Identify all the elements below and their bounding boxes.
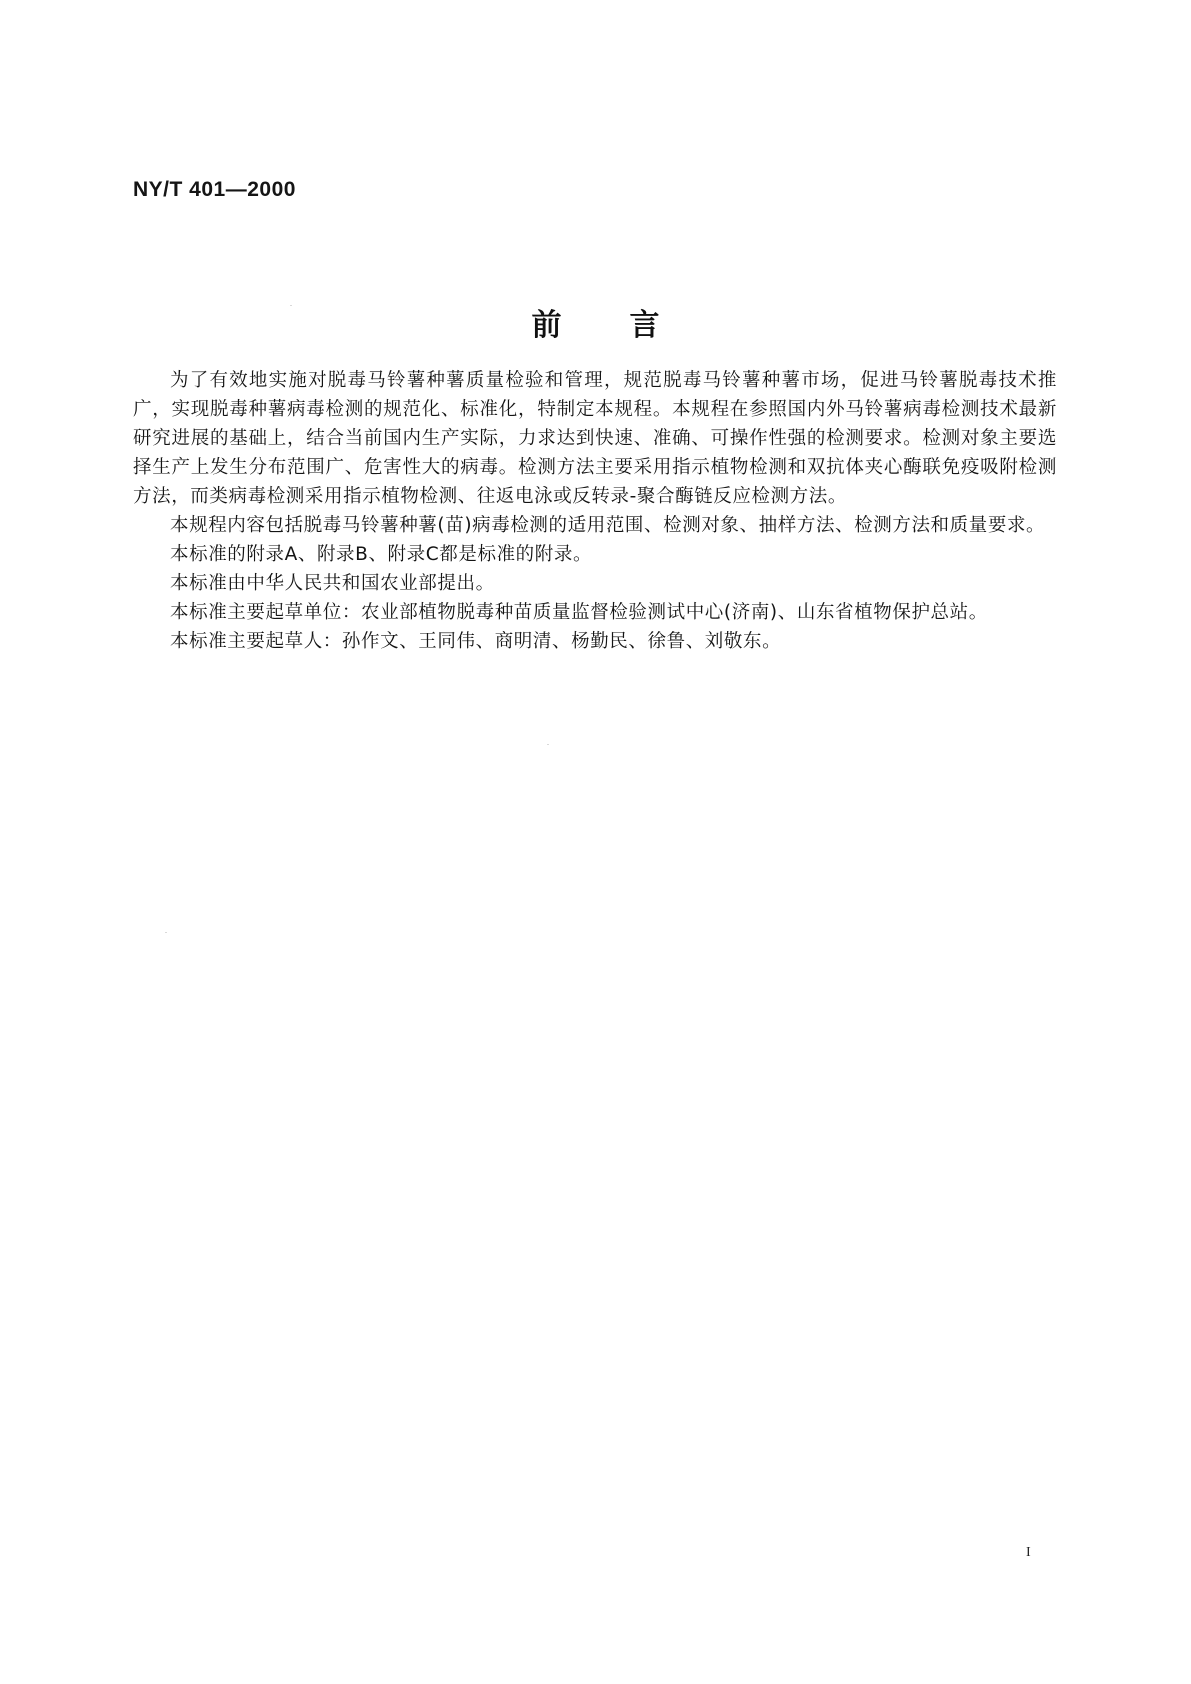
page-number: I [1026, 1545, 1031, 1560]
paragraph-purpose: 为了有效地实施对脱毒马铃薯种薯质量检验和管理，规范脱毒马铃薯种薯市场，促进马铃薯脱毒技术推广，实现脱毒种薯病毒检测的规范化、标准化，特制定本规程。本规程在参照国内外马铃薯病毒检测技术最新研究进展的基础上，结合当前国内生产实际，力求达到快速、准确、可操作性强的检测要求。检测对象主要选择生产上发生分布范围广、危害性大的病毒。检测方法主要采用指示植物检测和双抗体夹心酶联免疫吸附检测方法，而类病毒检测采用指示植物检测、往返电泳或反转录-聚合酶链反应检测方法。 [133, 370, 1057, 507]
scan-speck [547, 744, 549, 745]
scan-speck [290, 305, 292, 306]
standard-code: NY/T 401—2000 [133, 178, 296, 201]
paragraph-scope: 本规程内容包括脱毒马铃薯种薯(苗)病毒检测的适用范围、检测对象、抽样方法、检测方法和质量要求。 [170, 515, 1046, 536]
foreword-body [133, 366, 1057, 656]
page-title: 前言 [531, 308, 728, 343]
paragraph-drafting-units: 本标准主要起草单位：农业部植物脱毒种苗质量监督检验测试中心(济南)、山东省植物保护总站。 [170, 602, 988, 623]
paragraph-proposer: 本标准由中华人民共和国农业部提出。 [170, 573, 495, 594]
paragraph-appendices: 本标准的附录A、附录B、附录C都是标准的附录。 [170, 544, 593, 565]
paragraph-drafters: 本标准主要起草人：孙作文、王同伟、商明清、杨勤民、徐鲁、刘敬东。 [170, 631, 782, 652]
scan-speck [165, 932, 167, 933]
